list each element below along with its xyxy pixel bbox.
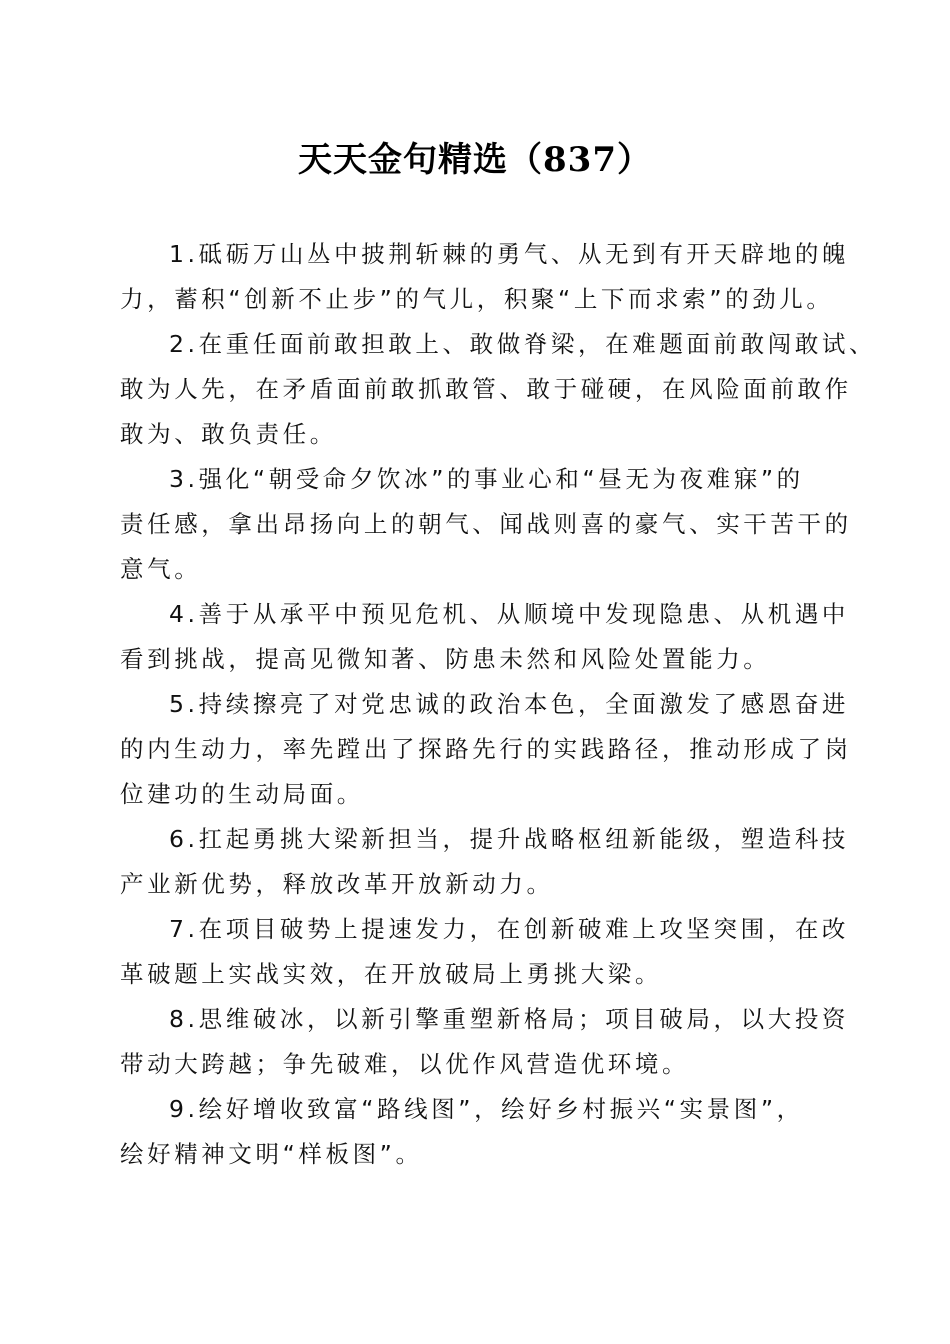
quote-item-6 [120, 817, 850, 907]
paragraph-line: 绘好精神文明“样板图”。 [120, 1140, 423, 1168]
quote-item-3 [120, 457, 852, 592]
paragraph-line: 7.在项目破势上提速发力，在创新破难上攻坚突围，在改 [169, 915, 850, 943]
paragraph-line: 8.思维破冰，以新引擎重塑新格局；项目破局，以大投资 [169, 1005, 850, 1033]
quote-item-7 [120, 907, 850, 997]
quote-item-8 [120, 997, 850, 1087]
paragraph-line: 意气。 [120, 555, 202, 583]
paragraph-line: 带动大跨越；争先破难，以优作风营造优环境。 [120, 1050, 690, 1078]
paragraph-line: 5.持续擦亮了对党忠诚的政治本色，全面激发了感恩奋进 [169, 690, 850, 718]
quote-item-9 [120, 1087, 840, 1177]
paragraph-line: 产业新优势，释放改革开放新动力。 [120, 870, 554, 898]
paragraph-line: 4.善于从承平中预见危机、从顺境中发现隐患、从机遇中 [169, 600, 850, 628]
paragraph-line: 3.强化“朝受命夕饮冰”的事业心和“昼无为夜难寐”的 [169, 465, 804, 493]
quote-item-2 [120, 322, 877, 457]
quote-item-4 [120, 592, 850, 682]
quote-item-5 [120, 682, 852, 817]
document-body [120, 232, 877, 1177]
paragraph-line: 力，蓄积“创新不止步”的气儿，积聚“上下而求索”的劲儿。 [120, 285, 834, 313]
paragraph-line: 2.在重任面前敢担敢上、敢做脊梁，在难题面前敢闯敢试、 [169, 330, 877, 358]
paragraph-line: 1.砥砺万山丛中披荆斩棘的勇气、从无到有开天辟地的魄 [169, 240, 850, 268]
paragraph-line: 看到挑战，提高见微知著、防患未然和风险处置能力。 [120, 645, 771, 673]
paragraph-line: 6.扛起勇挑大梁新担当，提升战略枢纽新能级，塑造科技 [169, 825, 850, 853]
quote-item-1 [120, 232, 850, 322]
paragraph-line: 的内生动力，率先蹚出了探路先行的实践路径，推动形成了岗 [120, 735, 852, 763]
paragraph-line: 敢为、敢负责任。 [120, 420, 337, 448]
paragraph-line: 9.绘好增收致富“路线图”，绘好乡村振兴“实景图”， [169, 1095, 804, 1123]
document-title: 天天金句精选（837） [298, 140, 652, 180]
paragraph-line: 敢为人先，在矛盾面前敢抓敢管、敢于碰硬，在风险面前敢作 [120, 375, 852, 403]
paragraph-line: 革破题上实战实效，在开放破局上勇挑大梁。 [120, 960, 662, 988]
paragraph-line: 责任感，拿出昂扬向上的朝气、闻战则喜的豪气、实干苦干的 [120, 510, 852, 538]
paragraph-line: 位建功的生动局面。 [120, 780, 364, 808]
